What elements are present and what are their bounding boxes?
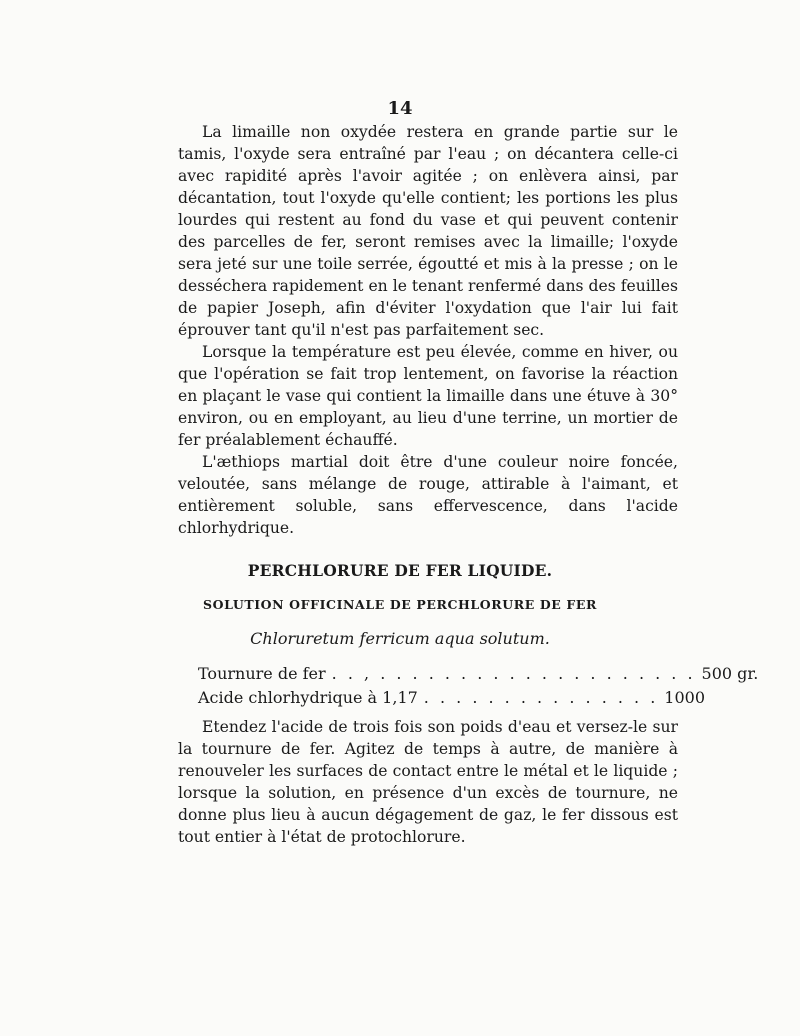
section-subtitle: SOLUTION OFFICINALE DE PERCHLORURE DE FER <box>203 597 597 612</box>
top-text-block <box>178 121 678 539</box>
latin-name: Chloruretum ferricum aqua solutum. <box>250 629 550 648</box>
recipe-row <box>198 686 706 710</box>
paragraph: L'æthiops martial doit être d'une couleur noire foncée, veloutée, sans mélange de rouge, attirable à l'aimant, et entièrement soluble, sans effervescence, dans l'acide chlorhydrique. <box>178 453 678 537</box>
bottom-text-block <box>178 716 678 848</box>
paragraph: Etendez l'acide de trois fois son poids d'eau et versez-le sur la tournure de fer. Agitez de temps à autre, de manière à renouveler les surfaces de contact entre le métal et le liquide ; lorsque la solution, en présence d'un excès de tournure, ne donne plus lieu à aucun dégagement de gaz, le fer dissous est tout entier à l'état de protochlorure. <box>178 718 678 846</box>
ingredient-name: Tournure de fer <box>198 664 326 683</box>
page-number: 14 <box>387 98 413 119</box>
paragraph: La limaille non oxydée restera en grande partie sur le tamis, l'oxyde sera entraîné par l'eau ; on décantera celle-ci avec rapidité après l'avoir agitée ; on enlèvera ainsi, par décantation, tout l'oxyde qu'elle contient; les portions les plus lourdes qui restent au fond du vase et qui peuvent contenir des parcelles de fer, seront remises avec la limaille; l'oxyde sera jeté sur une toile serrée, égoutté et mis à la presse ; on le desséchera rapidement en le tenant renfermé dans des feuilles de papier Joseph, afin d'éviter l'oxydation que l'air lui fait éprouver tant qu'il n'est pas parfaitement sec. <box>178 123 678 339</box>
ingredient-quantity: 1000 <box>664 688 706 707</box>
section-title: PERCHLORURE DE FER LIQUIDE. <box>247 561 553 580</box>
leader-dots: . . , . . . . . . . . . . . . . . . . . . . . <box>331 664 696 683</box>
recipe-list <box>198 662 759 710</box>
ingredient-quantity: 500 gr. <box>701 664 759 683</box>
recipe-row <box>198 662 759 686</box>
ingredient-name: Acide chlorhydrique à 1,17 <box>198 688 418 707</box>
paragraph: Lorsque la température est peu élevée, comme en hiver, ou que l'opération se fait trop lentement, on favorise la réaction en plaçant le vase qui contient la limaille dans une étuve à 30° environ, ou en employant, au lieu d'une terrine, un mortier de fer préalablement échauffé. <box>178 343 678 449</box>
leader-dots: . . . . . . . . . . . . . . . <box>423 688 659 707</box>
